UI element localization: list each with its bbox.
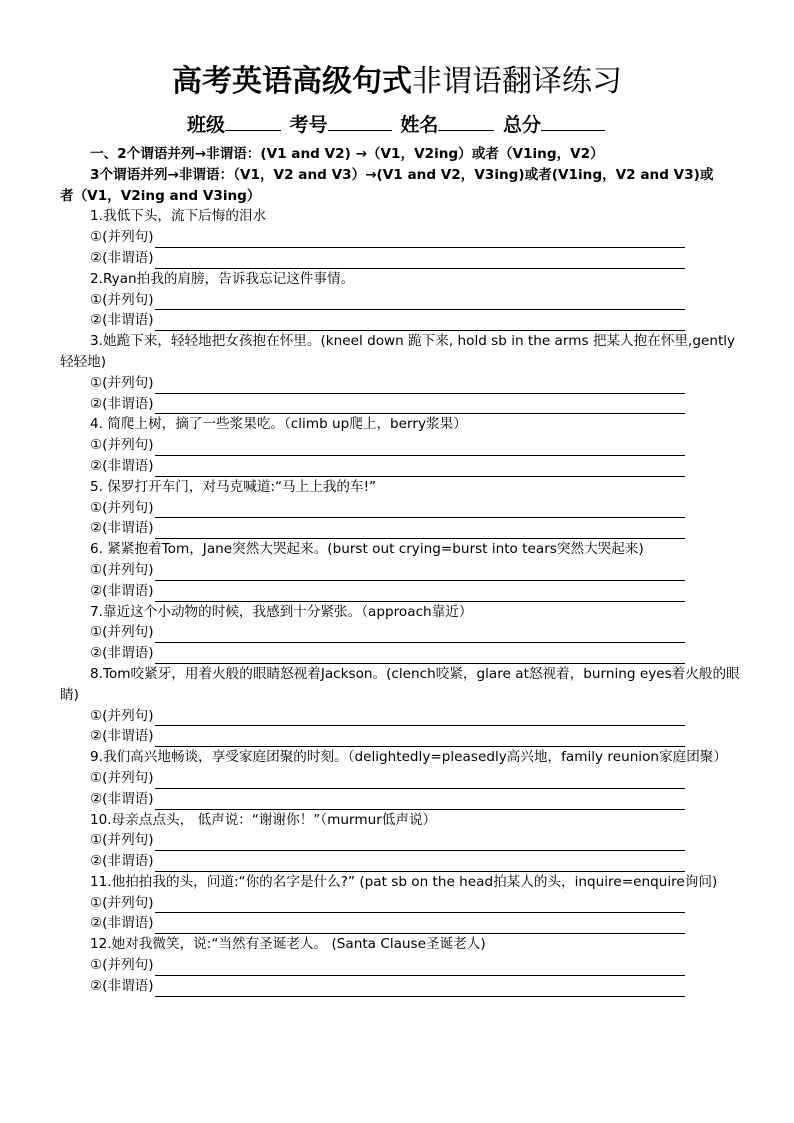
answer-line[interactable] [155, 313, 685, 331]
score-label: 总分 [502, 114, 541, 136]
nonfinite-answer-row [60, 581, 740, 602]
section-heading-line2: 3个谓语并列→非谓语：（V1，V2 and V3）→(V1 and V2，V3ing)或者(V1ing，V2 and V3)或 [90, 166, 714, 183]
answer-line[interactable] [155, 584, 685, 602]
answer-line[interactable] [155, 979, 685, 997]
score-blank[interactable] [541, 110, 605, 131]
parallel-answer-row [60, 893, 740, 914]
nonfinite-answer-row [60, 913, 740, 934]
nonfinite-label: ②(非谓语) [90, 312, 154, 329]
parallel-answer-row [60, 227, 740, 248]
nonfinite-answer-row [60, 851, 740, 872]
exercise-prompt: 4. 简爬上树，摘了一些浆果吃。（climb up爬上，berry浆果） [90, 416, 467, 433]
exercise-content [60, 144, 740, 997]
nonfinite-label: ②(非谓语) [90, 395, 154, 412]
nonfinite-answer-row [60, 248, 740, 269]
answer-line[interactable] [155, 708, 685, 726]
parallel-label: ①(并列句) [90, 499, 154, 516]
student-info-row [0, 110, 794, 140]
parallel-answer-row [60, 290, 740, 311]
parallel-answer-row [60, 435, 740, 456]
name-label: 姓名 [400, 114, 439, 136]
exercise-prompt: 1.我低下头，流下后悔的泪水 [90, 208, 267, 225]
exercise-list [60, 206, 740, 996]
answer-line[interactable] [155, 958, 685, 976]
parallel-label: ①(并列句) [90, 894, 154, 911]
nonfinite-label: ②(非谓语) [90, 582, 154, 599]
parallel-answer-row [60, 706, 740, 727]
parallel-label: ①(并列句) [90, 832, 154, 849]
nonfinite-label: ②(非谓语) [90, 457, 154, 474]
exercise-prompt: 5. 保罗打开车门，对马克喊道:“马上上我的车!” [90, 478, 377, 495]
answer-line[interactable] [155, 521, 685, 539]
nonfinite-label: ②(非谓语) [90, 790, 154, 807]
answer-line[interactable] [155, 729, 685, 747]
parallel-answer-row [60, 498, 740, 519]
class-label: 班级 [187, 114, 226, 136]
parallel-answer-row [60, 768, 740, 789]
parallel-label: ①(并列句) [90, 624, 154, 641]
nonfinite-answer-row [60, 643, 740, 664]
nonfinite-answer-row [60, 310, 740, 331]
answer-line[interactable] [155, 230, 685, 248]
parallel-answer-row [60, 622, 740, 643]
exercise-prompt: 11.他拍拍我的头，问道:“你的名字是什么?” (pat sb on the head拍某人的头，inquire=enquire询问) [90, 873, 718, 890]
answer-line[interactable] [155, 459, 685, 477]
parallel-label: ①(并列句) [90, 957, 154, 974]
answer-line[interactable] [155, 438, 685, 456]
parallel-label: ①(并列句) [90, 229, 154, 246]
answer-line[interactable] [155, 771, 685, 789]
parallel-answer-row [60, 373, 740, 394]
answer-line[interactable] [155, 563, 685, 581]
answer-line[interactable] [155, 376, 685, 394]
nonfinite-label: ②(非谓语) [90, 520, 154, 537]
parallel-answer-row [60, 955, 740, 976]
answer-line[interactable] [155, 792, 685, 810]
exercise-prompt: 7.靠近这个小动物的时候，我感到十分紧张。（approach靠近） [90, 603, 473, 620]
exercise-prompt: 10.母亲点点头， 低声说：“谢谢你！”（murmur低声说） [90, 811, 437, 828]
title-normal-part: 非谓语翻译练习 [412, 64, 622, 99]
title-bold-part: 高考英语高级句式 [172, 64, 412, 99]
answer-line[interactable] [155, 833, 685, 851]
parallel-label: ①(并列句) [90, 561, 154, 578]
exercise-prompt: 12.她对我微笑，说:“当然有圣诞老人。 (Santa Clause圣诞老人) [90, 936, 486, 953]
exam-no-label: 考号 [289, 114, 328, 136]
name-blank[interactable] [438, 110, 494, 131]
nonfinite-label: ②(非谓语) [90, 728, 154, 745]
answer-line[interactable] [155, 916, 685, 934]
answer-line[interactable] [155, 500, 685, 518]
answer-line[interactable] [155, 895, 685, 913]
answer-line[interactable] [155, 251, 685, 269]
nonfinite-answer-row [60, 456, 740, 477]
exercise-prompt: 3.她跪下来，轻轻地把女孩抱在怀里。(kneel down 跪下来, hold sb in the arms 把某人抱在怀里,gently轻轻地) [60, 333, 736, 370]
nonfinite-label: ②(非谓语) [90, 249, 154, 266]
nonfinite-label: ②(非谓语) [90, 853, 154, 870]
exam-no-blank[interactable] [328, 110, 392, 131]
parallel-label: ①(并列句) [90, 291, 154, 308]
parallel-answer-row [60, 830, 740, 851]
answer-line[interactable] [155, 646, 685, 664]
section-heading-line1: 一、2个谓语并列→非谓语：(V1 and V2) →（V1，V2ing）或者（V1ing，V2） [90, 146, 604, 162]
exercise-prompt: 9.我们高兴地畅谈，享受家庭团聚的时刻。（delightedly=pleasedly高兴地，family reunion家庭团聚） [90, 749, 727, 766]
nonfinite-answer-row [60, 518, 740, 539]
exercise-prompt: 2.Ryan拍我的肩膀，告诉我忘记这件事情。 [90, 270, 355, 287]
page-title [0, 60, 794, 104]
nonfinite-answer-row [60, 789, 740, 810]
parallel-answer-row [60, 560, 740, 581]
answer-line[interactable] [155, 854, 685, 872]
parallel-label: ①(并列句) [90, 707, 154, 724]
section-heading-line3: 者（V1，V2ing and V3ing） [60, 187, 261, 204]
exercise-prompt: 8.Tom咬紧牙，用着火般的眼睛怒视着Jackson。(clench咬紧，glare at怒视着，burning eyes着火般的眼睛) [60, 665, 740, 703]
nonfinite-label: ②(非谓语) [90, 915, 154, 932]
parallel-label: ①(并列句) [90, 374, 154, 391]
exercise-prompt: 6. 紧紧抱着Tom，Jane突然大哭起来。(burst out crying=burst into tears突然大哭起来) [90, 541, 644, 558]
answer-line[interactable] [155, 625, 685, 643]
nonfinite-answer-row [60, 726, 740, 747]
nonfinite-answer-row [60, 976, 740, 997]
parallel-label: ①(并列句) [90, 437, 154, 454]
nonfinite-label: ②(非谓语) [90, 977, 154, 994]
parallel-label: ①(并列句) [90, 769, 154, 786]
answer-line[interactable] [155, 396, 685, 414]
nonfinite-label: ②(非谓语) [90, 645, 154, 662]
class-blank[interactable] [225, 110, 281, 131]
answer-line[interactable] [155, 292, 685, 310]
nonfinite-answer-row [60, 394, 740, 415]
